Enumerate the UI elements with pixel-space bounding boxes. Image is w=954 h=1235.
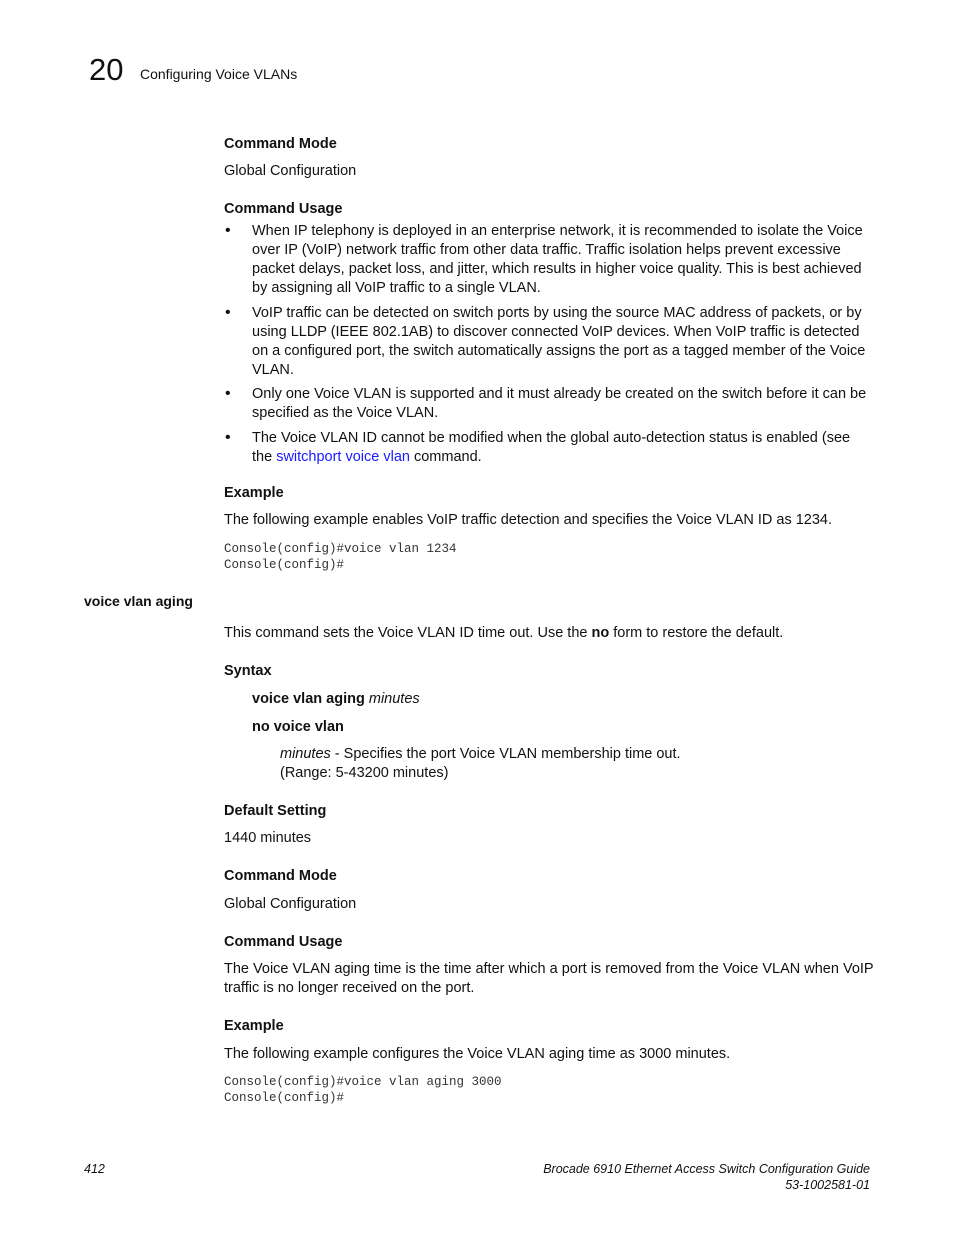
command-usage-heading-2: Command Usage xyxy=(224,934,343,950)
syntax-param: minutes xyxy=(368,691,420,707)
command-mode-heading-2: Command Mode xyxy=(224,868,337,884)
usage-bullet xyxy=(224,222,874,298)
bullet-text: Only one Voice VLAN is supported and it must already be created on the switch before it can be specified as the Voice VLAN. xyxy=(252,386,867,421)
code-line: Console(config)#voice vlan aging 3000 xyxy=(224,1075,502,1089)
code-block xyxy=(224,541,457,573)
bullet-icon: • xyxy=(225,222,231,239)
guide-title: Brocade 6910 Ethernet Access Switch Configuration Guide xyxy=(543,1162,870,1176)
bullet-text: VoIP traffic can be detected on switch ports by using the source MAC address of packets, or by using LLDP (IEEE 802.1AB) to discover connected VoIP devices. When VoIP traffic is detected on a configured port, the switch automatically assigns the port as a tagged member of the Voice VLAN. xyxy=(252,304,866,378)
bullet-icon: • xyxy=(225,385,231,402)
bullet-text: When IP telephony is deployed in an enterprise network, it is recommended to isolate the Voice over IP (VoIP) network traffic from other data traffic. Traffic isolation helps prevent excessive packet delays, packet loss, and jitter, which results in higher voice quality. This is best achieved by assigning all VoIP traffic to a single VLAN. xyxy=(252,223,863,296)
example-text: The following example enables VoIP traffic detection and specifies the Voice VLAN ID as 1234. xyxy=(224,512,833,528)
chapter-title: Configuring Voice VLANs xyxy=(140,66,298,82)
syntax-heading: Syntax xyxy=(224,663,272,679)
example-text-2: The following example configures the Voice VLAN aging time as 3000 minutes. xyxy=(224,1046,731,1062)
command-usage-text: The Voice VLAN aging time is the time after which a port is removed from the Voice VLAN when VoIP traffic is no longer received on the port. xyxy=(224,961,874,996)
description-post: form to restore the default. xyxy=(609,625,784,641)
syntax-line-1 xyxy=(252,690,420,709)
command-usage-heading: Command Usage xyxy=(224,201,343,217)
param-range: (Range: 5-43200 minutes) xyxy=(280,765,449,781)
command-title: voice vlan aging xyxy=(84,593,193,609)
description-no: no xyxy=(591,625,610,641)
usage-bullet xyxy=(224,304,874,380)
command-mode-heading: Command Mode xyxy=(224,136,337,152)
example-heading: Example xyxy=(224,485,284,501)
command-mode-value: Global Configuration xyxy=(224,163,357,179)
bullet-text-pre: The Voice VLAN ID cannot be modified when the global auto-detection status is enabled (see the xyxy=(252,429,851,465)
param-description xyxy=(280,745,681,764)
doc-number: 53-1002581-01 xyxy=(785,1178,870,1192)
usage-bullet xyxy=(224,429,874,467)
usage-bullet-list xyxy=(224,222,874,472)
syntax-line-2: no voice vlan xyxy=(252,719,344,735)
code-line: Console(config)# xyxy=(224,558,345,572)
default-setting-value: 1440 minutes xyxy=(224,830,312,846)
param-desc: - Specifies the port Voice VLAN membership time out. xyxy=(330,746,681,762)
bullet-icon: • xyxy=(225,303,231,321)
code-block-2 xyxy=(224,1074,502,1106)
default-setting-heading: Default Setting xyxy=(224,803,327,819)
page-number: 412 xyxy=(84,1162,105,1176)
usage-bullet xyxy=(224,385,874,423)
bullet-text-post: command. xyxy=(409,448,482,465)
param-name: minutes xyxy=(280,746,331,762)
switchport-voice-vlan-link[interactable]: switchport voice vlan xyxy=(276,448,410,465)
example-heading-2: Example xyxy=(224,1018,284,1034)
chapter-number: 20 xyxy=(89,52,124,87)
code-line: Console(config)# xyxy=(224,1091,345,1105)
bullet-icon: • xyxy=(225,428,231,446)
command-mode-value-2: Global Configuration xyxy=(224,896,357,912)
code-line: Console(config)#voice vlan 1234 xyxy=(224,542,457,556)
description-pre: This command sets the Voice VLAN ID time out. Use the xyxy=(224,625,592,641)
command-description xyxy=(224,624,783,643)
syntax-command: voice vlan aging xyxy=(252,691,365,707)
